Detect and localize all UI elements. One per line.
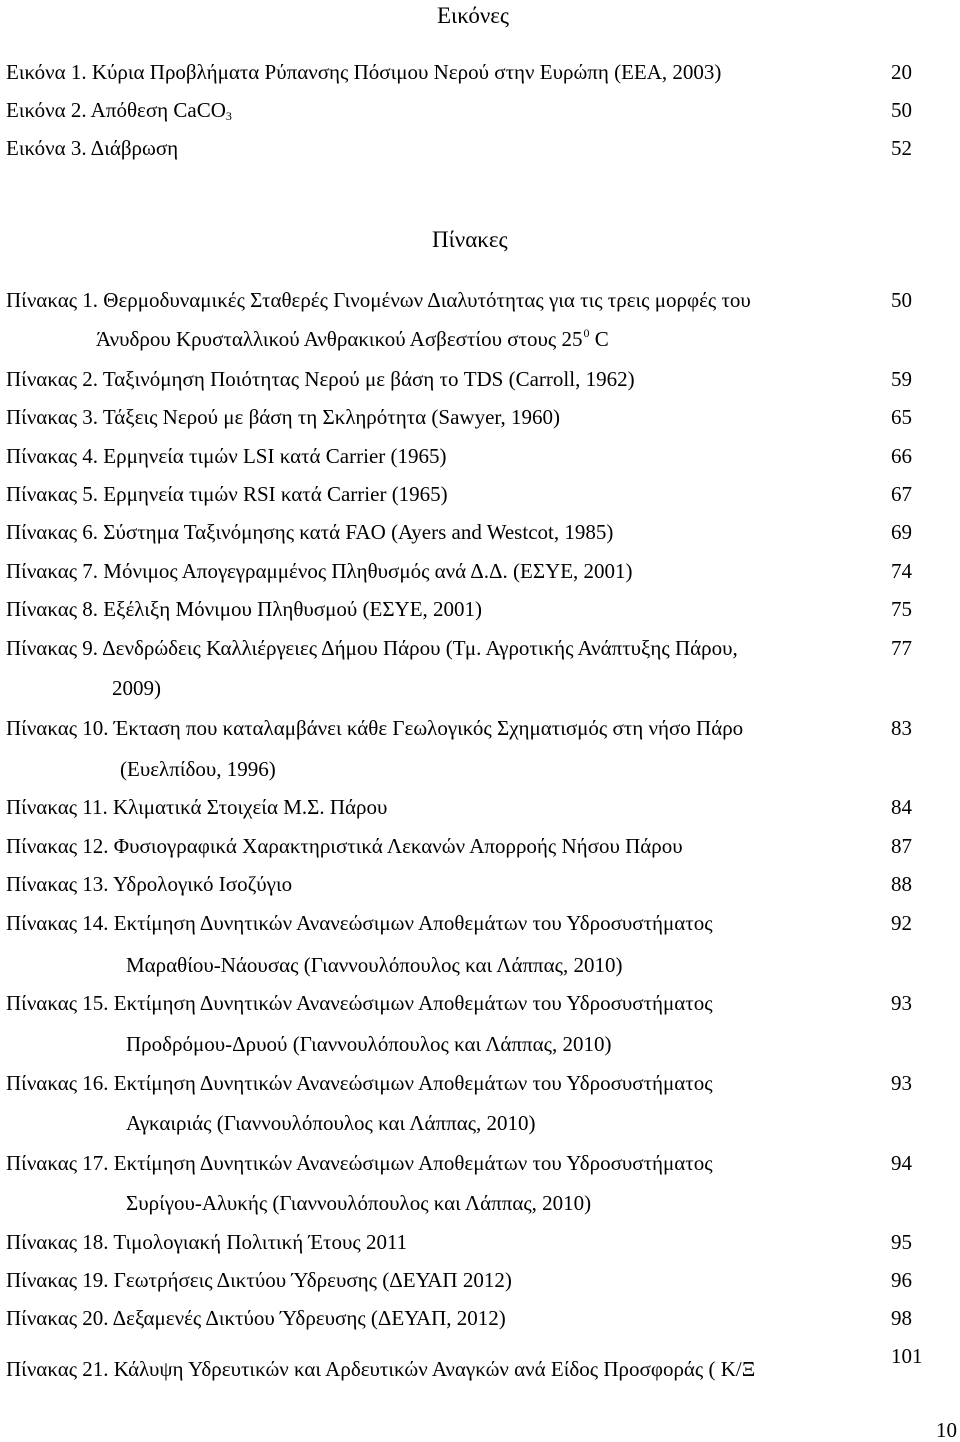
table-entry-9: Πίνακας 9. Δενδρώδεις Καλλιέργειες Δήμου Πάρου (Τμ. Αγροτικής Ανάπτυξης Πάρου,	[6, 636, 738, 660]
figure-entry-2-label: Εικόνα 2. Απόθεση CaCO	[6, 98, 226, 122]
table-entry-11-page: 84	[891, 795, 912, 819]
figure-entry-3-page: 52	[891, 136, 912, 160]
table-entry-7: Πίνακας 7. Μόνιμος Απογεγραμμένος Πληθυσμός ανά Δ.Δ. (ΕΣΥΕ, 2001)	[6, 559, 633, 583]
table-entry-14: Πίνακας 14. Εκτίμηση Δυνητικών Ανανεώσιμων Αποθεμάτων του Υδροσυστήματος	[6, 911, 713, 935]
table-entry-20-page: 98	[891, 1306, 912, 1330]
table-entry-13-page: 88	[891, 872, 912, 896]
table-entry-17: Πίνακας 17. Εκτίμηση Δυνητικών Ανανεώσιμων Αποθεμάτων του Υδροσυστήματος	[6, 1151, 713, 1175]
table-entry-10-page: 83	[891, 716, 912, 740]
table-entry-2: Πίνακας 2. Ταξινόμηση Ποιότητας Νερού με βάση το TDS (Carroll, 1962)	[6, 367, 635, 391]
table-entry-15-continuation: Προδρόμου-Δρυού (Γιαννουλόπουλος και Λάππας, 2010)	[126, 1032, 612, 1056]
table-entry-3-page: 65	[891, 405, 912, 429]
table-entry-15-page: 93	[891, 991, 912, 1015]
figure-entry-2	[6, 100, 232, 121]
figure-entry-2-subscript: 3	[225, 109, 232, 123]
figure-entry-1-page: 20	[891, 60, 912, 84]
table-entry-21-page: 101	[891, 1344, 923, 1368]
figure-entry-2-page: 50	[891, 98, 912, 122]
table-entry-8-page: 75	[891, 597, 912, 621]
table-entry-1-cont-post: C	[589, 327, 609, 351]
table-entry-21: Πίνακας 21. Κάλυψη Υδρευτικών και Αρδευτικών Αναγκών ανά Είδος Προσφοράς ( Κ/Ξ	[6, 1357, 756, 1381]
table-entry-20: Πίνακας 20. Δεξαμενές Δικτύου Ύδρευσης (ΔΕΥΑΠ, 2012)	[6, 1306, 506, 1330]
figure-entry-3: Εικόνα 3. Διάβρωση	[6, 136, 179, 160]
table-entry-7-page: 74	[891, 559, 912, 583]
table-entry-10: Πίνακας 10. Έκταση που καταλαμβάνει κάθε Γεωλογικός Σχηματισμός στη νήσο Πάρο	[6, 716, 744, 740]
table-entry-14-page: 92	[891, 911, 912, 935]
table-entry-6-page: 69	[891, 520, 912, 544]
table-entry-12-page: 87	[891, 834, 912, 858]
table-entry-19: Πίνακας 19. Γεωτρήσεις Δικτύου Ύδρευσης (ΔΕΥΑΠ 2012)	[6, 1268, 512, 1292]
tables-heading: Πίνακες	[432, 227, 508, 252]
table-entry-13: Πίνακας 13. Υδρολογικό Ισοζύγιο	[6, 872, 293, 896]
table-entry-14-continuation: Μαραθίου-Νάουσας (Γιαννουλόπουλος και Λάππας, 2010)	[126, 953, 623, 977]
table-entry-15: Πίνακας 15. Εκτίμηση Δυνητικών Ανανεώσιμων Αποθεμάτων του Υδροσυστήματος	[6, 991, 713, 1015]
table-entry-16: Πίνακας 16. Εκτίμηση Δυνητικών Ανανεώσιμων Αποθεμάτων του Υδροσυστήματος	[6, 1071, 713, 1095]
table-entry-1-cont-sup: 0	[583, 326, 590, 340]
figures-heading: Εικόνες	[437, 3, 509, 28]
table-entry-5: Πίνακας 5. Ερμηνεία τιμών RSI κατά Carrier (1965)	[6, 482, 448, 506]
table-entry-18: Πίνακας 18. Τιμολογιακή Πολιτική Έτους 2011	[6, 1230, 408, 1254]
table-entry-4: Πίνακας 4. Ερμηνεία τιμών LSI κατά Carrier (1965)	[6, 444, 447, 468]
table-entry-6: Πίνακας 6. Σύστημα Ταξινόμησης κατά FAO (Ayers and Westcot, 1985)	[6, 520, 614, 544]
table-entry-19-page: 96	[891, 1268, 912, 1292]
table-entry-8: Πίνακας 8. Εξέλιξη Μόνιμου Πληθυσμού (ΕΣΥΕ, 2001)	[6, 597, 483, 621]
table-entry-16-page: 93	[891, 1071, 912, 1095]
table-entry-1-page: 50	[891, 288, 912, 312]
table-entry-10-continuation: (Ευελπίδου, 1996)	[120, 757, 276, 781]
table-entry-17-page: 94	[891, 1151, 912, 1175]
table-entry-5-page: 67	[891, 482, 912, 506]
table-entry-9-continuation: 2009)	[112, 676, 161, 700]
table-entry-11: Πίνακας 11. Κλιματικά Στοιχεία Μ.Σ. Πάρου	[6, 795, 388, 819]
table-entry-1-continuation	[96, 326, 609, 351]
table-entry-1: Πίνακας 1. Θερμοδυναμικές Σταθερές Γινομένων Διαλυτότητας για τις τρεις μορφές του	[6, 288, 751, 312]
table-entry-18-page: 95	[891, 1230, 912, 1254]
figure-entry-1: Εικόνα 1. Κύρια Προβλήματα Ρύπανσης Πόσιμου Νερού στην Ευρώπη (ΕΕΑ, 2003)	[6, 60, 722, 84]
table-entry-2-page: 59	[891, 367, 912, 391]
page-number: 10	[936, 1418, 957, 1442]
table-entry-1-cont-pre: Άνυδρου Κρυσταλλικού Ανθρακικού Ασβεστίου στους 25	[96, 327, 583, 351]
table-entry-17-continuation: Συρίγου-Αλυκής (Γιαννουλόπουλος και Λάππας, 2010)	[126, 1191, 592, 1215]
table-entry-4-page: 66	[891, 444, 912, 468]
table-entry-12: Πίνακας 12. Φυσιογραφικά Χαρακτηριστικά Λεκανών Απορροής Νήσου Πάρου	[6, 834, 683, 858]
table-entry-3: Πίνακας 3. Τάξεις Νερού με βάση τη Σκληρότητα (Sawyer, 1960)	[6, 405, 561, 429]
table-entry-16-continuation: Αγκαιριάς (Γιαννουλόπουλος και Λάππας, 2010)	[126, 1111, 536, 1135]
table-entry-9-page: 77	[891, 636, 912, 660]
